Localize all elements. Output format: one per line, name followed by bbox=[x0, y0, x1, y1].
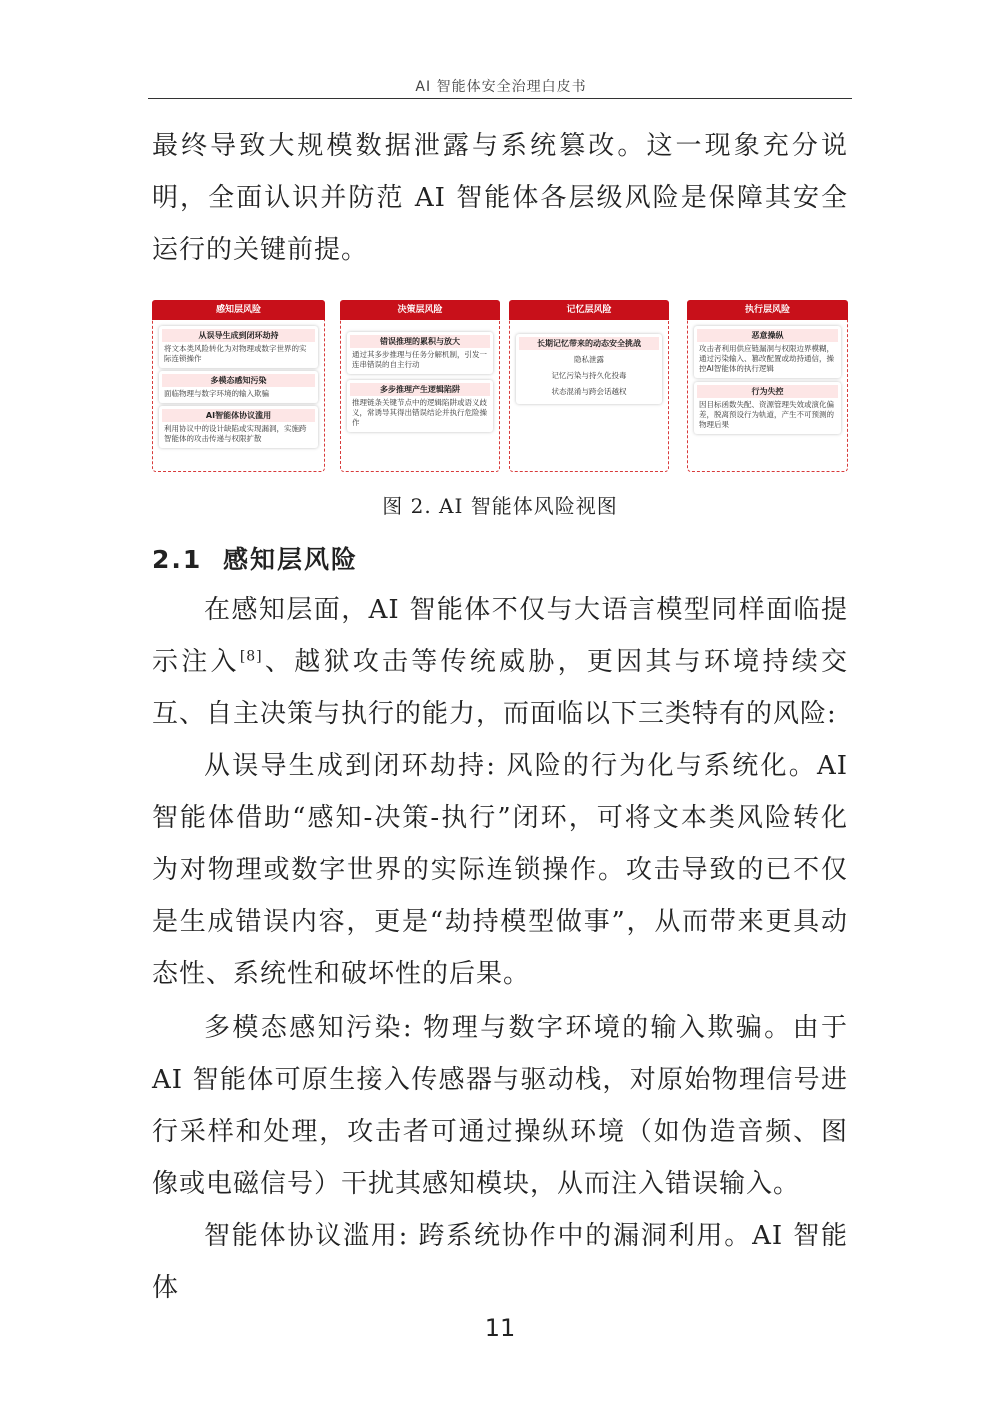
risk-card bbox=[159, 371, 318, 403]
page-number: 11 bbox=[484, 1314, 516, 1342]
paragraph-3: 多模态感知污染: 物理与数字环境的输入欺骗。由于 AI 智能体可原生接入传感器与驱动栈，对原始物理信号进行采样和处理，攻击者可通过操纵环境（如伪造音频、图像或电磁信号）干扰其感知模块，从而注入错误输入。 bbox=[152, 1013, 848, 1199]
paragraph-1-text-cont: 、越狱攻击等传统威胁，更因其与环境持续交互、自主决策与执行的能力，而面临以下三类特有的风险: bbox=[152, 647, 848, 729]
risk-card bbox=[347, 332, 493, 374]
column-title: 记忆层风险 bbox=[509, 300, 669, 320]
card-text: 攻击者利用供应链漏洞与权限边界模糊，通过污染输入、篡改配置或劫持通信，操控AI智能体的执行逻辑 bbox=[699, 344, 834, 373]
card-text: 面临物理与数字环境的输入欺骗 bbox=[164, 389, 269, 398]
card-heading: 多步推理产生逻辑陷阱 bbox=[350, 383, 490, 396]
card-text: 因目标函数失配、资源管理失效或演化偏差，脱离预设行为轨道，产生不可预测的物理后果 bbox=[699, 400, 834, 429]
card-heading: 长期记忆带来的动态安全挑战 bbox=[519, 337, 659, 350]
risk-card bbox=[159, 406, 318, 448]
column-title: 决策层风险 bbox=[340, 300, 500, 320]
intro-paragraph: 最终导致大规模数据泄露与系统篡改。这一现象充分说明，全面认识并防范 AI 智能体各层级风险是保障其安全运行的关键前提。 bbox=[152, 131, 848, 265]
risk-card bbox=[694, 382, 841, 434]
paragraph-4: 智能体协议滥用: 跨系统协作中的漏洞利用。AI 智能体 bbox=[152, 1221, 848, 1303]
section-heading bbox=[152, 540, 358, 576]
card-text: 利用协议中的设计缺陷或实现漏洞，实施跨智能体的攻击传递与权限扩散 bbox=[164, 424, 307, 443]
risk-card bbox=[159, 326, 318, 368]
running-header: AI 智能体安全治理白皮书 bbox=[415, 79, 587, 95]
card-heading: 行为失控 bbox=[697, 385, 838, 398]
figure-caption: 图 2. AI 智能体风险视图 bbox=[382, 494, 618, 518]
header-rule bbox=[148, 98, 852, 99]
memory-risk-column bbox=[509, 300, 669, 472]
card-text: 隐私泄露 bbox=[574, 355, 604, 364]
risk-card bbox=[516, 334, 662, 404]
paragraph-1-text: 在感知层面，AI 智能体不仅与大语言模型同样面临提示注入 bbox=[152, 595, 848, 677]
paragraph-2: 从误导生成到闭环劫持: 风险的行为化与系统化。AI 智能体借助“感知-决策-执行”闭环，可将文本类风险转化为对物理或数字世界的实际连锁操作。攻击导致的已不仅是生成错误内容，更是“劫持模型做事”，从而带来更具动态性、系统性和破坏性的后果。 bbox=[152, 751, 848, 989]
risk-view-figure bbox=[152, 300, 848, 472]
card-heading: AI智能体协议滥用 bbox=[162, 409, 315, 422]
execution-risk-column bbox=[687, 300, 848, 472]
decision-risk-column bbox=[340, 300, 500, 472]
card-text: 推理链条关键节点中的逻辑陷阱或语义歧义，常诱导其得出错误结论并执行危险操作 bbox=[352, 398, 487, 427]
card-heading: 错误推理的累积与放大 bbox=[350, 335, 490, 348]
section-number: 2.1 bbox=[152, 545, 203, 574]
card-text: 将文本类风险转化为对物理或数字世界的实际连锁操作 bbox=[164, 344, 307, 363]
risk-card bbox=[347, 380, 493, 432]
card-text: 状态混淆与跨会话越权 bbox=[551, 387, 627, 396]
card-text: 通过其多步推理与任务分解机制，引发一连串错误的自主行动 bbox=[352, 350, 487, 369]
perception-risk-column bbox=[152, 300, 325, 472]
card-text: 记忆污染与持久化投毒 bbox=[551, 371, 627, 380]
paragraph-1 bbox=[152, 584, 848, 740]
card-heading: 从误导生成到闭环劫持 bbox=[162, 329, 315, 342]
citation-ref: [8] bbox=[239, 648, 263, 665]
risk-card bbox=[694, 326, 841, 378]
card-heading: 恶意操纵 bbox=[697, 329, 838, 342]
column-title: 执行层风险 bbox=[687, 300, 848, 320]
section-title: 感知层风险 bbox=[223, 545, 359, 574]
column-title: 感知层风险 bbox=[152, 300, 325, 320]
card-heading: 多模态感知污染 bbox=[162, 374, 315, 387]
